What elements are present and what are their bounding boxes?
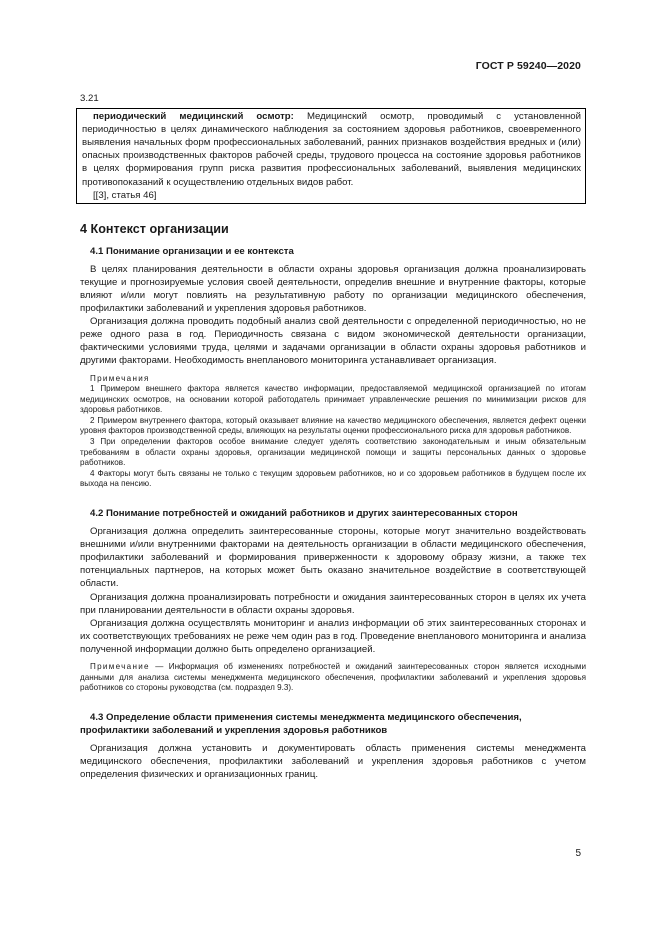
- note-item: 1 Примером внешнего фактора является качество информации, предоставляемой медицинской организацией по итогам медицинских осмотров, на основании которой работодатель принимает управленческие решения по минимизации рисков для здоровья работников.: [80, 384, 586, 415]
- page-content: [80, 92, 586, 781]
- paragraph: Организация должна проводить подобный анализ свой деятельности с определенной периодичностью, но не реже одного раза в год. Периодичность связана с видом экономической деятельности организации, фактическими условиями труда, целями и задачами организации в области охраны здоровья работников и другими факторами. Необходимость внепланового мониторинга устанавливает организация.: [80, 316, 586, 367]
- paragraph: Организация должна определить заинтересованные стороны, которые могут значительно воздействовать внешними и/или внутренними факторами на деятельность организации в области медицинского обеспечения, профилактики заболеваний и формирования приверженности к здоровому образу жизни, а также тех потенциальных партнеров, на которых может быть оказано значительное воздействие в соответствующей области.: [80, 526, 586, 590]
- note-item: [80, 662, 586, 694]
- note-block: [80, 662, 586, 694]
- note-item: 3 При определении факторов особое внимание следует уделять соответствию законодательным и иным обязательным требованиям в области охраны здоровья, организации медицинской помощи и защиты персональных данных о здоровье работников.: [80, 437, 586, 468]
- term-source: [[3], статья 46]: [93, 189, 157, 201]
- paragraph: Организация должна осуществлять мониторинг и анализ информации об этих заинтересованных сторонах и их соответствующих требованиях не реже чем один раз в год. Проведение внепланового мониторинга и анализа полученной информации должно быть определено организацией.: [80, 617, 586, 655]
- term-definition-text: Медицинский осмотр, проводимый с установленной периодичностью в целях динамического наблюдения за состоянием здоровья работников, своевременного выявления начальных форм профессиональных заболеваний, ранних признаков воздействия вредных и (или) опасных производственных факторов рабочей среды, трудового процесса на состояние здоровья работников в целях формирования групп риска развития профессиональных заболеваний, выявления медицинских противопоказаний к осуществлению отдельных видов работ.: [82, 111, 582, 188]
- term-definition: [82, 110, 581, 189]
- term-definition-box: [76, 108, 586, 204]
- page-number: 5: [575, 848, 581, 859]
- note-item: 2 Примером внутреннего фактора, который оказывает влияние на качество медицинского обеспечения, является дефект оценки уровня факторов производственной среды, влияющих на результаты оценки профессионального риска для здоровья работников.: [80, 415, 586, 436]
- paragraph: Организация должна проанализировать потребности и ожидания заинтересованных сторон в целях их учета при планировании деятельности в области охраны здоровья.: [80, 591, 586, 616]
- note-item: 4 Факторы могут быть связаны не только с текущим здоровьем работников, но и со здоровьем работников в будущем после их выхода на пенсию.: [80, 468, 586, 489]
- subsection-4-2-title: 4.2 Понимание потребностей и ожиданий работников и других заинтересованных сторон: [90, 508, 518, 520]
- paragraph: В целях планирования деятельности в области охраны здоровья организация должна проанализировать текущие и прогнозируемые условия своей деятельности, определив внешние и внутренние факторы, которые влияют и/или могут повлиять на результативную работу по организации медицинского обеспечения, профилактики заболеваний и укрепления здоровья работников.: [80, 263, 586, 315]
- section-title: 4 Контекст организации: [80, 221, 229, 236]
- subsection-4-3-title: 4.3 Определение области применения системы менеджмента медицинского обеспечения, профилактики заболеваний и укрепления здоровья работников: [80, 711, 522, 736]
- term-number: 3.21: [80, 93, 99, 104]
- notes-heading: Примечания: [90, 373, 150, 383]
- paragraph: Организация должна установить и документировать область применения системы менеджмента медицинского обеспечения, профилактики заболеваний и укрепления здоровья работников с учетом определения физических и организационных границ.: [80, 742, 586, 780]
- standard-header: ГОСТ Р 59240—2020: [475, 60, 581, 72]
- note-label: Примечание: [90, 661, 150, 671]
- notes-block: [80, 374, 586, 491]
- note-text: — Информация об изменениях потребностей и ожиданий заинтересованных сторон является исходными данными для анализа системы менеджмента медицинского обеспечения, профилактики заболеваний и укрепления здоровья работников со стороны руководства (см. подраздел 9.3).: [80, 661, 586, 693]
- subsection-4-1-title: 4.1 Понимание организации и ее контекста: [90, 245, 294, 257]
- term-name: периодический медицинский осмотр:: [93, 111, 294, 123]
